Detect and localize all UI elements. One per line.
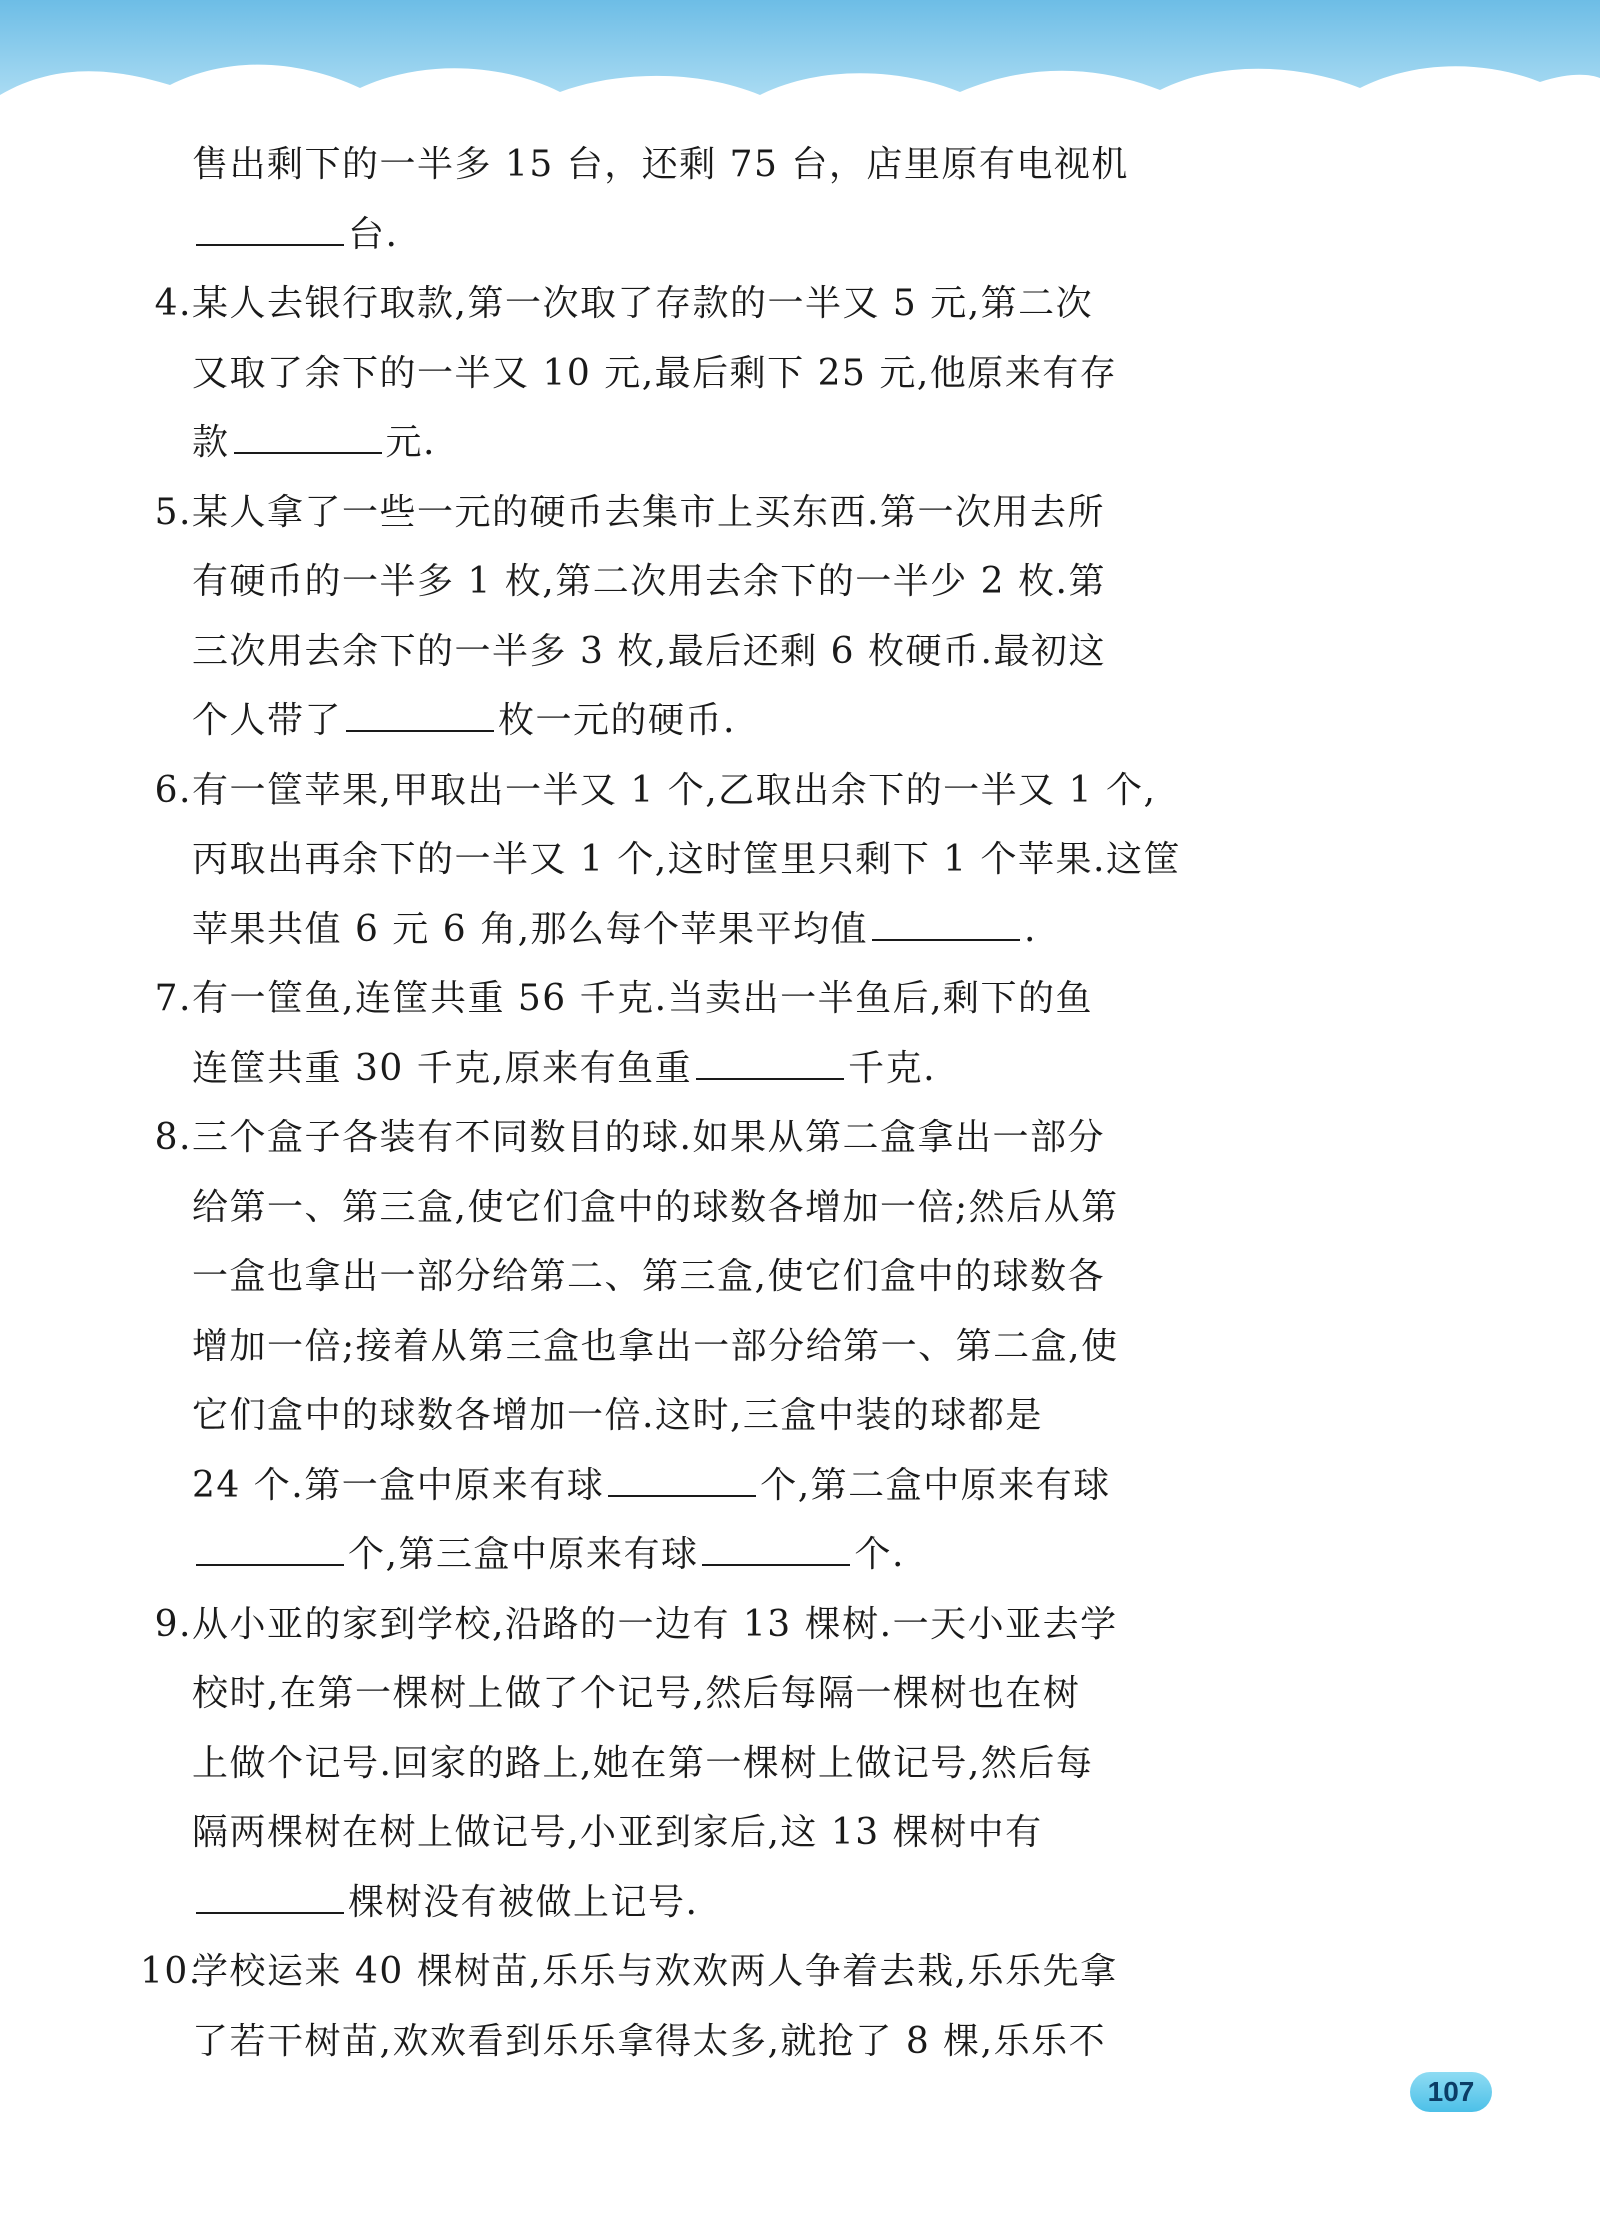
problem-6 xyxy=(140,756,1181,965)
text-span: 个人带了 xyxy=(192,700,343,741)
text-span: 售出剩下的一半多 15 台，还剩 75 台，店里原有电视机 xyxy=(192,144,1129,185)
text-span: 个. xyxy=(854,1534,905,1575)
text-span: 台. xyxy=(348,213,399,255)
answer-blank[interactable] xyxy=(196,210,344,246)
problem-4 xyxy=(140,269,1140,478)
continued-problem xyxy=(140,130,1140,269)
text-span: . xyxy=(1024,908,1037,950)
text-span: 给第一、第三盒,使它们盒中的球数各增加一倍;然后从第 xyxy=(192,1186,1119,1228)
text-span: 又取了余下的一半又 10 元,最后剩下 25 元,他原来有存 xyxy=(192,352,1118,394)
problem-9 xyxy=(140,1590,1140,1938)
text-span: 款 xyxy=(192,422,230,463)
problem-number: 7. xyxy=(154,978,192,1019)
text-span: 校时,在第一棵树上做了个记号,然后每隔一棵树也在树 xyxy=(192,1673,1081,1714)
text-line xyxy=(140,130,1140,200)
text-span: 24 个.第一盒中原来有球 xyxy=(192,1464,605,1506)
text-span: 三个盒子各装有不同数目的球.如果从第二盒拿出一部分 xyxy=(192,1117,1105,1158)
text-span: 枚一元的硬币. xyxy=(498,700,736,741)
text-span: 上做个记号.回家的路上,她在第一棵树上做记号,然后每 xyxy=(192,1742,1094,1784)
text-span: 一盒也拿出一部分给第二、第三盒,使它们盒中的球数各 xyxy=(192,1256,1105,1297)
text-span: 有硬币的一半多 1 枚,第二次用去余下的一半少 2 枚.第 xyxy=(192,561,1106,602)
text-span: 某人拿了一些一元的硬币去集市上买东西.第一次用去所 xyxy=(192,491,1105,533)
text-span: 隔两棵树在树上做记号,小亚到家后,这 13 棵树中有 xyxy=(192,1812,1043,1853)
answer-blank[interactable] xyxy=(234,418,382,454)
text-span: 某人去银行取款,第一次取了存款的一半又 5 元,第二次 xyxy=(192,283,1094,324)
problem-number: 9. xyxy=(154,1603,192,1645)
answer-blank[interactable] xyxy=(608,1461,756,1497)
problem-8 xyxy=(140,1103,1140,1590)
text-line xyxy=(140,200,1140,270)
text-span: 千克. xyxy=(848,1047,937,1089)
text-span: 连筐共重 30 千克,原来有鱼重 xyxy=(192,1047,693,1089)
text-span: 了若干树苗,欢欢看到乐乐拿得太多,就抢了 8 棵,乐乐不 xyxy=(192,2020,1107,2062)
text-span: 棵树没有被做上记号. xyxy=(348,1881,699,1923)
text-span: 丙取出再余下的一半又 1 个,这时筐里只剩下 1 个苹果.这筐 xyxy=(192,839,1181,880)
text-span: 它们盒中的球数各增加一倍.这时,三盒中装的球都是 xyxy=(192,1395,1043,1436)
answer-blank[interactable] xyxy=(346,696,494,732)
answer-blank[interactable] xyxy=(696,1044,844,1080)
text-span: 个,第二盒中原来有球 xyxy=(760,1464,1111,1506)
text-span: 有一筐苹果,甲取出一半又 1 个,乙取出余下的一半又 1 个, xyxy=(192,769,1157,811)
problem-number: 4. xyxy=(154,283,192,324)
text-span: 个,第三盒中原来有球 xyxy=(348,1534,699,1575)
text-span: 三次用去余下的一半多 3 枚,最后还剩 6 枚硬币.最初这 xyxy=(192,630,1106,672)
text-span: 元. xyxy=(385,422,436,463)
problem-number: 10. xyxy=(140,1951,202,1992)
text-span: 从小亚的家到学校,沿路的一边有 13 棵树.一天小亚去学 xyxy=(192,1603,1118,1645)
answer-blank[interactable] xyxy=(872,905,1020,941)
answer-blank[interactable] xyxy=(196,1530,344,1566)
text-span: 有一筐鱼,连筐共重 56 千克.当卖出一半鱼后,剩下的鱼 xyxy=(192,978,1094,1019)
problem-7 xyxy=(140,964,1140,1103)
problem-10 xyxy=(140,1937,1140,2076)
text-span: 学校运来 40 棵树苗,乐乐与欢欢两人争着去栽,乐乐先拿 xyxy=(192,1951,1118,1992)
answer-blank[interactable] xyxy=(702,1530,850,1566)
problem-5 xyxy=(140,478,1140,756)
answer-blank[interactable] xyxy=(196,1878,344,1914)
problem-number: 8. xyxy=(154,1117,192,1158)
page-number-badge: 107 xyxy=(1410,2072,1492,2112)
text-span: 增加一倍;接着从第三盒也拿出一部分给第一、第二盒,使 xyxy=(192,1325,1119,1367)
header-sky-decoration xyxy=(0,0,1600,130)
text-span: 苹果共值 6 元 6 角,那么每个苹果平均值 xyxy=(192,908,869,950)
problem-number: 6. xyxy=(154,769,192,811)
problem-number: 5. xyxy=(154,491,192,533)
problem-list xyxy=(140,130,1181,2076)
